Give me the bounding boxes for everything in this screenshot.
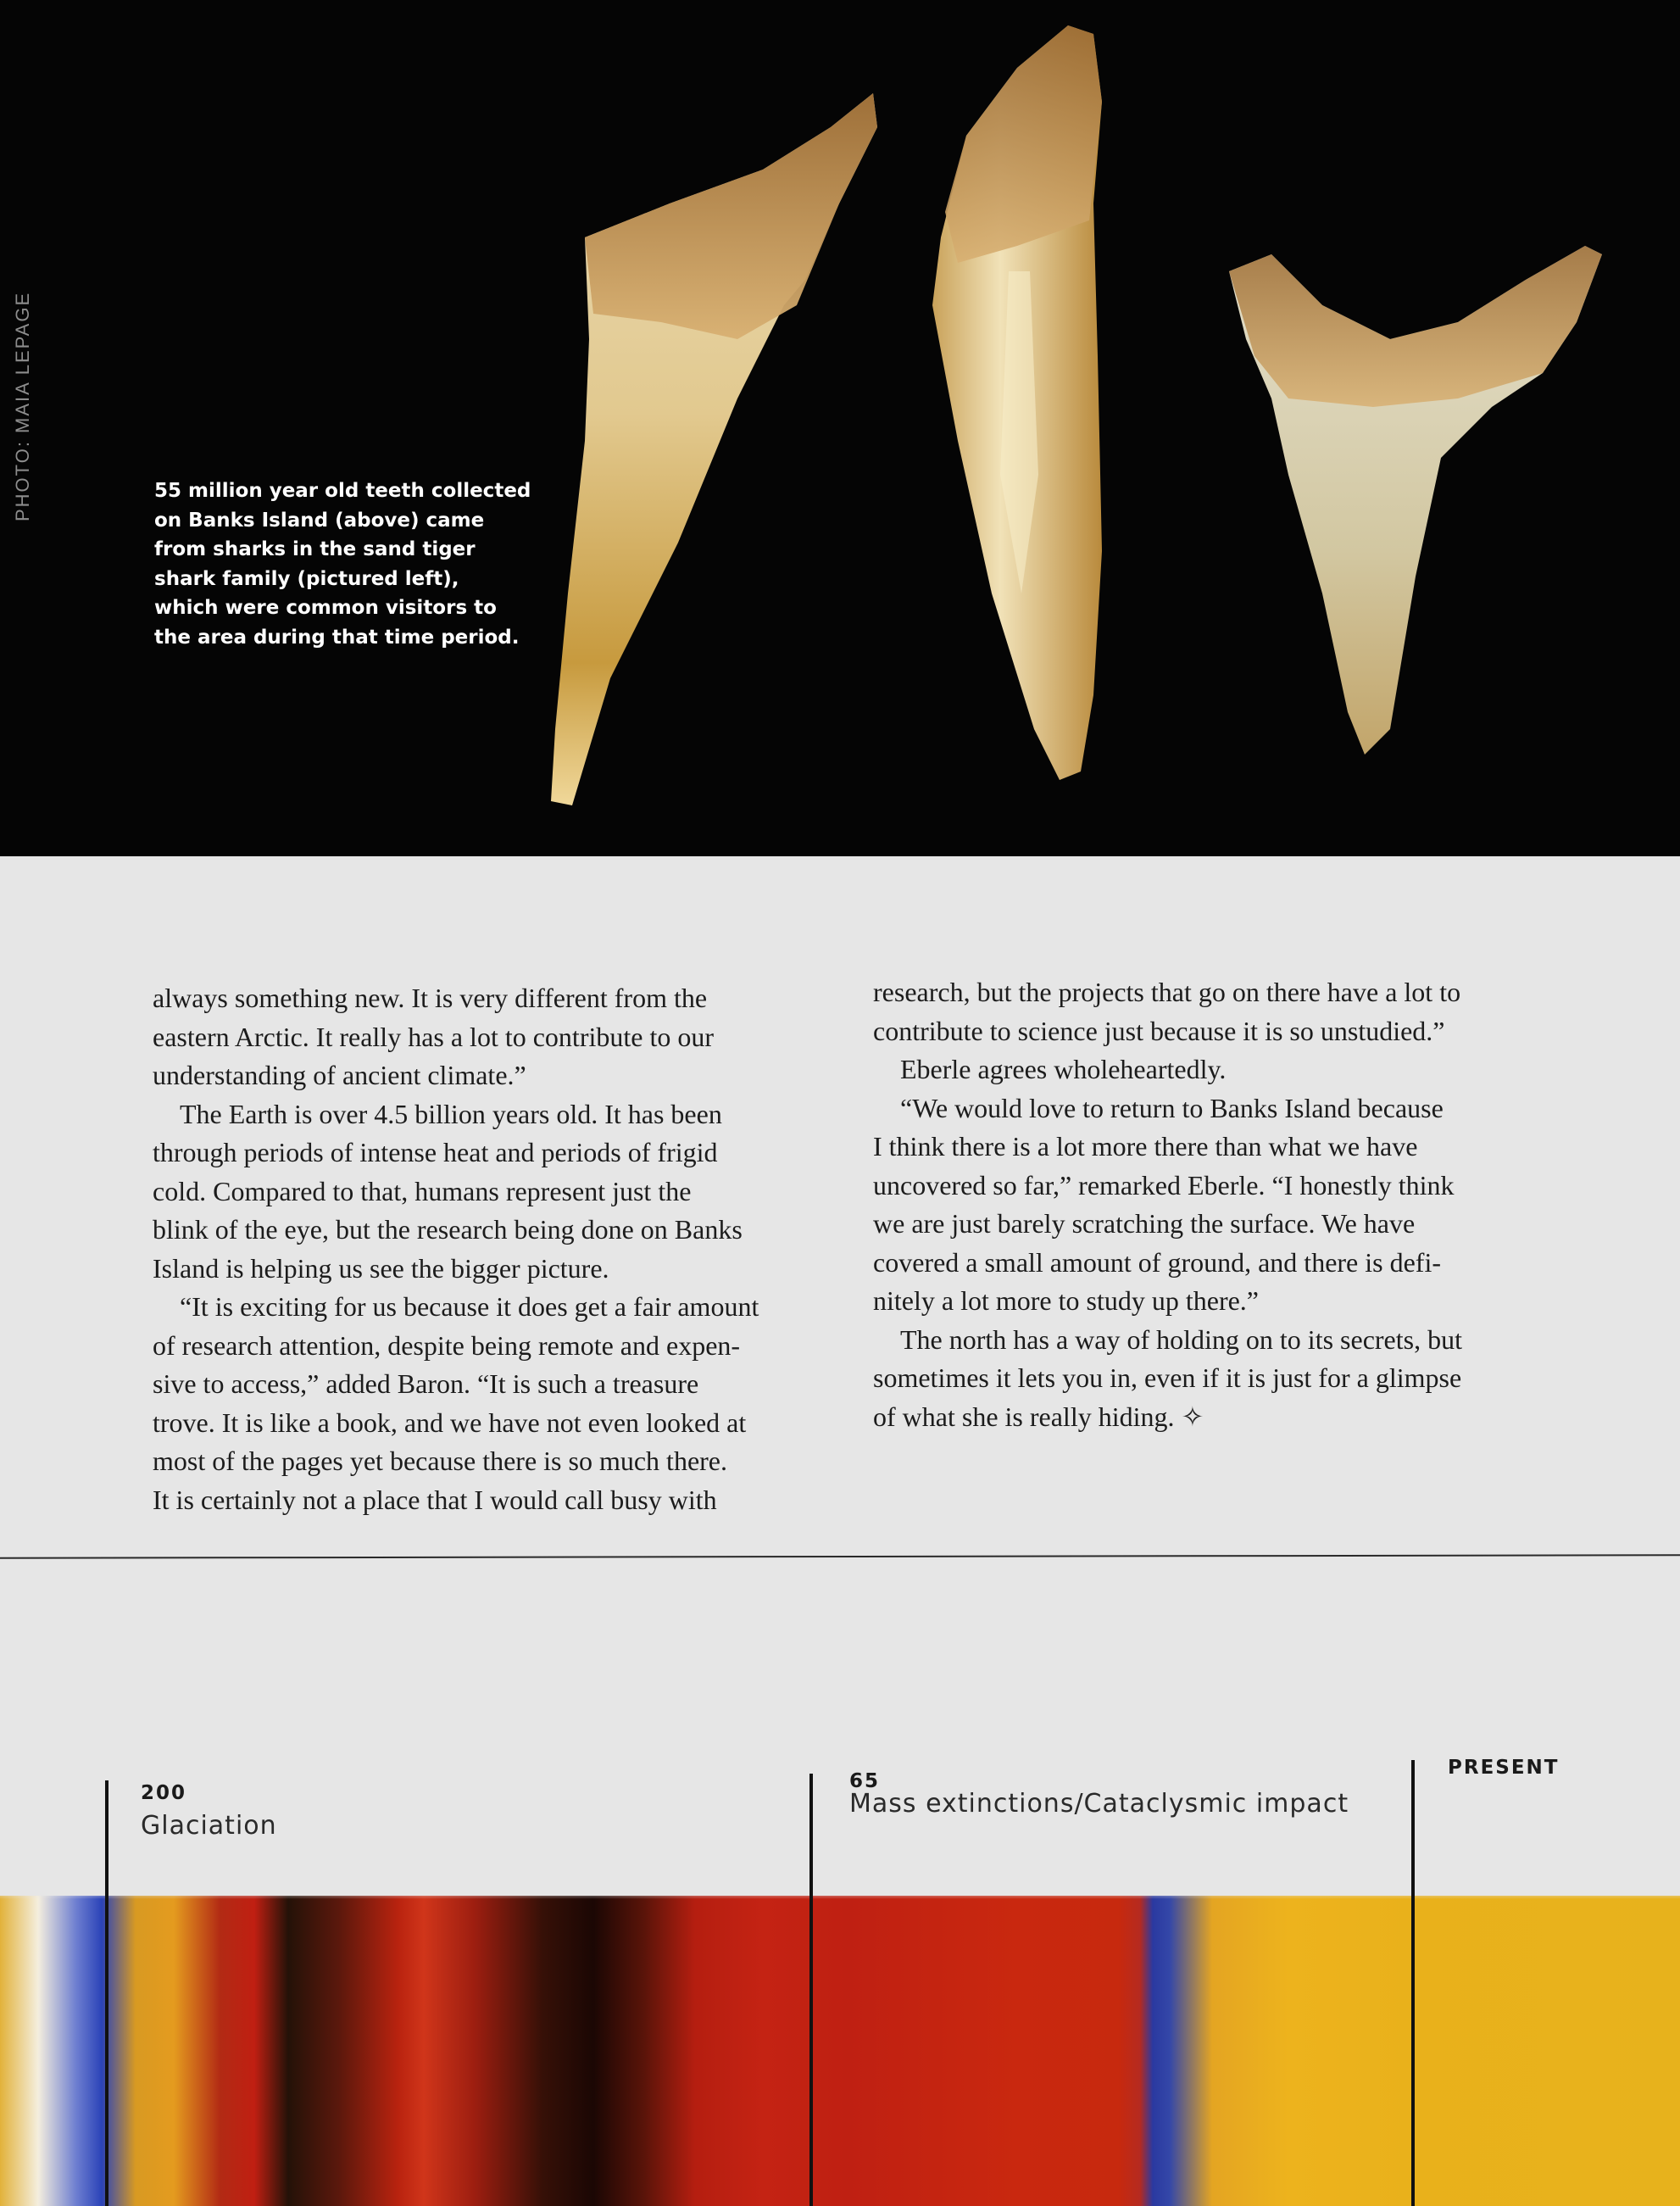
article-column-right: [873, 973, 1568, 1436]
text-line: cold. Compared to that, humans represent just the: [153, 1175, 692, 1206]
shark-tooth-left: [551, 93, 877, 805]
shark-tooth-right: [1229, 246, 1602, 755]
band-fade: [0, 1874, 1680, 1899]
text-line: research, but the projects that go on there have a lot to: [873, 977, 1461, 1007]
timeline-tick-200: [105, 1780, 108, 2206]
text-line: always something new. It is very different from the: [153, 983, 708, 1013]
text-line: Island is helping us see the bigger picture.: [153, 1252, 609, 1284]
article-column-left: [153, 979, 848, 1519]
text-line: nitely a lot more to study up there.”: [873, 1285, 1259, 1316]
timeline-tick-present: [1411, 1760, 1415, 2206]
shark-teeth-illustration: [0, 0, 1680, 856]
text-line: It is certainly not a place that I would call busy with: [153, 1484, 717, 1515]
caption-line: which were common visitors to: [154, 597, 497, 619]
text-line: most of the pages yet because there is so much there.: [153, 1446, 727, 1476]
text-line: trove. It is like a book, and we have not even looked at: [153, 1407, 747, 1438]
caption-line: on Banks Island (above) came: [154, 509, 485, 532]
caption-line: from sharks in the sand tiger: [154, 538, 476, 560]
text-line: The north has a way of holding on to its secrets, but: [873, 1323, 1462, 1355]
caption-line: 55 million year old teeth collected: [154, 480, 531, 502]
text-line: of research attention, despite being remote and expen-: [153, 1329, 741, 1361]
text-line: contribute to science just because it is so unstudied.”: [873, 1015, 1445, 1046]
text-line: “We would love to return to Banks Island because: [873, 1092, 1444, 1123]
timeline-number-65: 65: [849, 1770, 881, 1792]
photo-caption: [154, 476, 531, 652]
timeline-label-mass-extinctions: Mass extinctions/Cataclysmic impact: [849, 1789, 1349, 1819]
caption-line: the area during that time period.: [154, 626, 520, 649]
text-line: I think there is a lot more there than what we have: [873, 1131, 1418, 1161]
geologic-timeline-band: [0, 1896, 1680, 2206]
text-line: The Earth is over 4.5 billion years old. It has been: [153, 1098, 722, 1129]
photo-credit: PHOTO: MAIA LEPAGE: [12, 291, 33, 521]
shark-tooth-middle: [932, 25, 1102, 780]
text-line: “It is exciting for us because it does get a fair amount: [153, 1291, 759, 1322]
section-divider: [0, 1554, 1680, 1558]
text-line: eastern Arctic. It really has a lot to contribute to our: [153, 1021, 714, 1052]
text-line: uncovered so far,” remarked Eberle. “I honestly think: [873, 1169, 1455, 1200]
timeline-tick-65: [809, 1774, 813, 2206]
text-line: of what she is really hiding. ✧: [873, 1401, 1204, 1432]
text-line: understanding of ancient climate.”: [153, 1060, 526, 1090]
text-line: covered a small amount of ground, and there is defi-: [873, 1246, 1441, 1278]
text-line: blink of the eye, but the research being done on Banks: [153, 1214, 743, 1245]
shark-teeth-photo: [0, 0, 1680, 856]
text-line: Eberle agrees wholeheartedly.: [873, 1054, 1227, 1084]
timeline-number-present: PRESENT: [1448, 1757, 1560, 1779]
timeline-label-glaciation: Glaciation: [141, 1811, 277, 1841]
text-line: through periods of intense heat and periods of frigid: [153, 1137, 718, 1167]
timeline-number-200: 200: [141, 1782, 187, 1804]
caption-line: shark family (pictured left),: [154, 567, 459, 590]
text-line: sive to access,” added Baron. “It is such a treasure: [153, 1368, 699, 1399]
text-line: we are just barely scratching the surface. We have: [873, 1208, 1416, 1239]
text-line: sometimes it lets you in, even if it is just for a glimpse: [873, 1362, 1462, 1393]
